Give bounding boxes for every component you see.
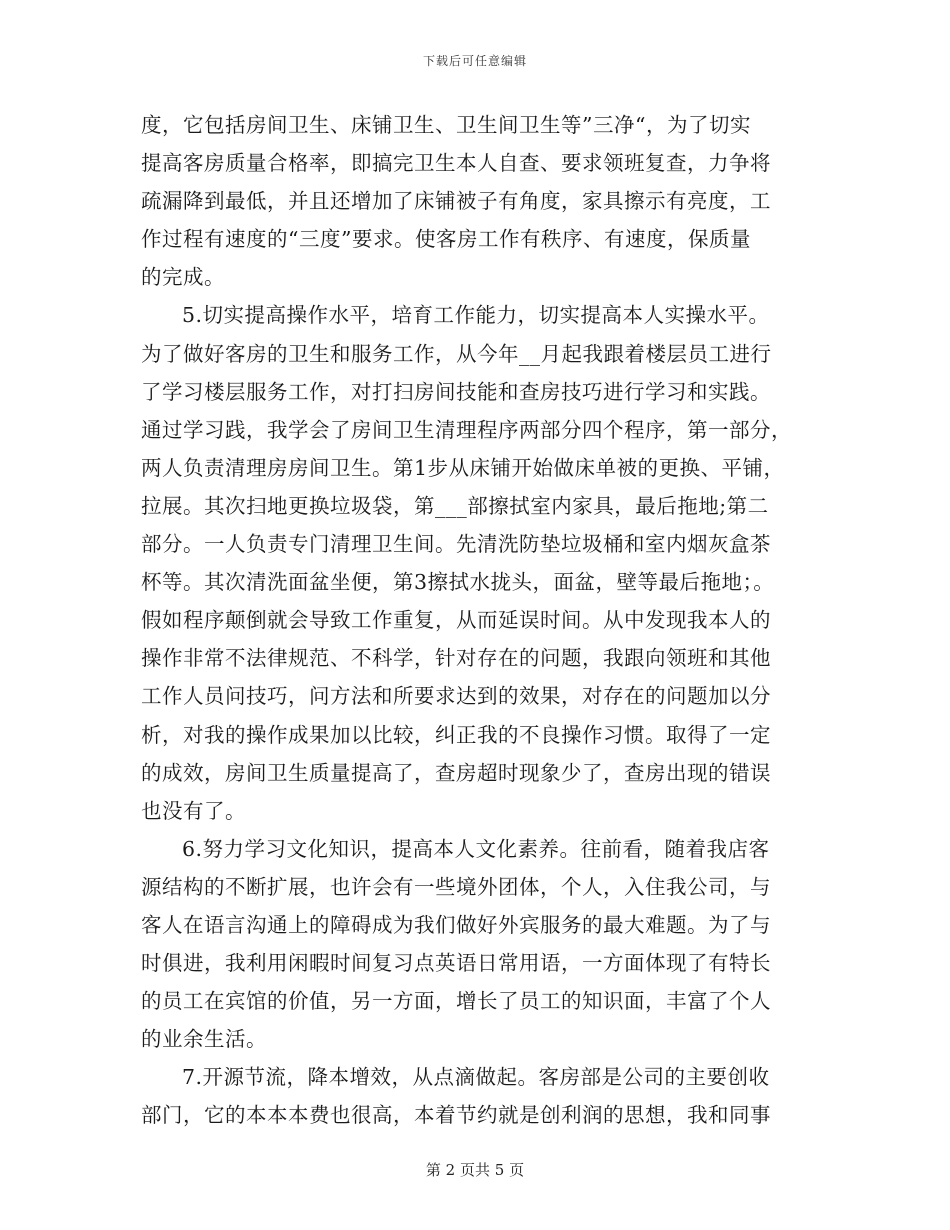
text-line: 的业余生活。: [141, 1027, 267, 1052]
text-line: 杯等。其次清洗面盆坐便，第3擦拭水拢头，面盆，壁等最后拖地；。: [141, 570, 775, 595]
text-line: 部分。一人负责专门清理卫生间。先清洗防垫垃圾桶和室内烟灰盒茶: [141, 532, 771, 557]
page-header: 下载后可任意编辑: [422, 54, 527, 68]
document-body: [141, 106, 801, 1135]
text-line: 为了做好客房的卫生和服务工作，从今年__月起我跟着楼层员工进行: [141, 341, 772, 366]
paragraph-item-7: [141, 1058, 801, 1134]
text-line: 疏漏降到最低，并且还增加了床铺被子有角度，家具擦示有亮度，工: [141, 189, 771, 214]
text-line: 也没有了。: [141, 798, 246, 823]
paragraph-item-6: [141, 830, 801, 1059]
paragraph-continuation: [141, 106, 801, 296]
text-line: 时俱进，我利用闲暇时间复习点英语日常用语，一方面体现了有特长: [141, 951, 771, 976]
text-line: 的完成。: [141, 265, 225, 290]
text-line: 部门，它的本本本费也很高，本着节约就是创利润的思想，我和同事: [141, 1103, 771, 1128]
text-line: 的员工在宾馆的价值，另一方面，增长了员工的知识面，丰富了个人: [141, 989, 771, 1014]
text-line: 度，它包括房间卫生、床铺卫生、卫生间卫生等”三净“，为了切实: [141, 113, 751, 137]
text-line: 了学习楼层服务工作，对打扫房间技能和查房技巧进行学习和实践。: [141, 379, 771, 404]
text-line: 工作人员问技巧，问方法和所要求达到的效果，对存在的问题加以分: [141, 684, 771, 709]
text-line: 客人在语言沟通上的障碍成为我们做好外宾服务的最大难题。为了与: [141, 912, 771, 937]
text-line: 假如程序颠倒就会导致工作重复，从而延误时间。从中发现我本人的: [141, 608, 771, 633]
text-line: 6.努力学习文化知识，提高本人文化素养。往前看，随着我店客: [182, 836, 770, 861]
text-line: 提高客房质量合格率，即搞完卫生本人自查、要求领班复查，力争将: [141, 151, 771, 176]
text-line: 5.切实提高操作水平，培育工作能力，切实提高本人实操水平。: [182, 303, 770, 328]
text-line: 通过学习践，我学会了房间卫生清理程序两部分四个程序，第一部分，: [141, 417, 792, 442]
paragraph-item-5: [141, 296, 801, 829]
text-line: 操作非常不法律规范、不科学，针对存在的问题，我跟向领班和其他: [141, 646, 771, 671]
text-line: 作过程有速度的“三度”要求。使客房工作有秩序、有速度，保质量: [141, 227, 751, 252]
text-line: 的成效，房间卫生质量提高了，查房超时现象少了，查房出现的错误: [141, 760, 771, 785]
text-line: 两人负责清理房房间卫生。第1步从床铺开始做床单被的更换、平铺，: [141, 455, 785, 480]
text-line: 7.开源节流，降本增效，从点滴做起。客房部是公司的主要创收: [182, 1065, 770, 1090]
text-line: 析，对我的操作成果加以比较，纠正我的不良操作习惯。取得了一定: [141, 722, 771, 747]
text-line: 源结构的不断扩展，也许会有一些境外团体，个人，入住我公司，与: [141, 874, 771, 899]
text-line: 拉展。其次扫地更换垃圾袋，第___部擦拭室内家具，最后拖地;第二: [141, 493, 769, 518]
page-footer: 第 2 页共 5 页: [425, 1161, 525, 1179]
